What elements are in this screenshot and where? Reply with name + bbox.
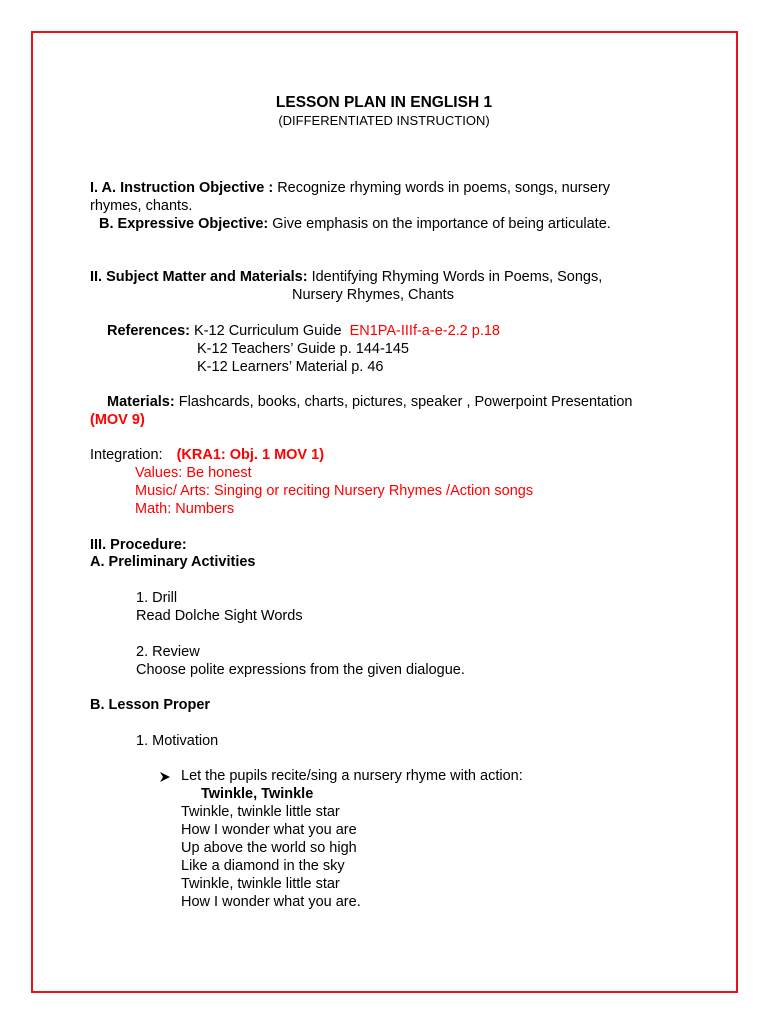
poem-line: Twinkle, twinkle little star [181,876,340,892]
expressive-objective-line [99,215,611,233]
motivation-bullet-text: Let the pupils recite/sing a nursery rhyme with action: [181,768,523,784]
instruction-objective-text-cont: rhymes, chants. [90,198,193,214]
review-text: Choose polite expressions from the given dialogue. [136,662,465,678]
integration-line [90,446,324,464]
poem-line: How I wonder what you are. [181,894,361,910]
references-line [107,322,500,340]
integration-kra: (KRA1: Obj. 1 MOV 1) [176,447,325,463]
drill-text: Read Dolche Sight Words [136,608,303,624]
references-label: References: [107,323,191,339]
subject-matter-label: II. Subject Matter and Materials: [90,269,308,285]
materials-line [107,393,632,411]
materials-text: Flashcards, books, charts, pictures, speaker , Powerpoint Presentation [178,394,633,410]
poem-line: How I wonder what you are [181,822,357,838]
subject-matter-line [90,268,602,286]
instruction-objective-label: I. A. Instruction Objective : [90,180,274,196]
preliminary-activities-heading: A. Preliminary Activities [90,554,256,570]
instruction-objective-line [90,179,610,197]
drill-title: 1. Drill [136,590,178,606]
subject-matter-text-cont: Nursery Rhymes, Chants [292,287,454,303]
motivation-title: 1. Motivation [136,733,219,749]
lesson-proper-heading: B. Lesson Proper [90,697,211,713]
expressive-objective-label: B. Expressive Objective: [99,216,269,232]
instruction-objective-text: Recognize rhyming words in poems, songs, nursery [277,180,611,196]
integration-label: Integration: [90,447,163,463]
procedure-heading: III. Procedure: [90,537,187,553]
subject-matter-text: Identifying Rhyming Words in Poems, Songs, [311,269,603,285]
integration-math: Math: Numbers [135,501,235,517]
reference-code: EN1PA-IIIf-a-e-2.2 p.18 [349,323,500,339]
materials-mov: (MOV 9) [90,412,145,428]
reference-teachers-guide: K-12 Teachers’ Guide p. 144-145 [197,341,409,357]
poem-line: Like a diamond in the sky [181,858,345,874]
poem-title: Twinkle, Twinkle [201,786,314,802]
materials-label: Materials: [107,394,175,410]
reference-curriculum-guide: K-12 Curriculum Guide [194,323,342,339]
expressive-objective-text: Give emphasis on the importance of being articulate. [272,216,611,232]
integration-music-arts: Music/ Arts: Singing or reciting Nursery Rhymes /Action songs [135,483,534,499]
poem-line: Up above the world so high [181,840,357,856]
integration-values: Values: Be honest [135,465,252,481]
page-subtitle: (DIFFERENTIATED INSTRUCTION) [278,113,490,128]
review-title: 2. Review [136,644,200,660]
poem-line: Twinkle, twinkle little star [181,804,340,820]
page-title: LESSON PLAN IN ENGLISH 1 [275,94,493,111]
arrowhead-bullet-icon [159,767,171,785]
reference-learners-material: K-12 Learners’ Material p. 46 [197,359,384,375]
